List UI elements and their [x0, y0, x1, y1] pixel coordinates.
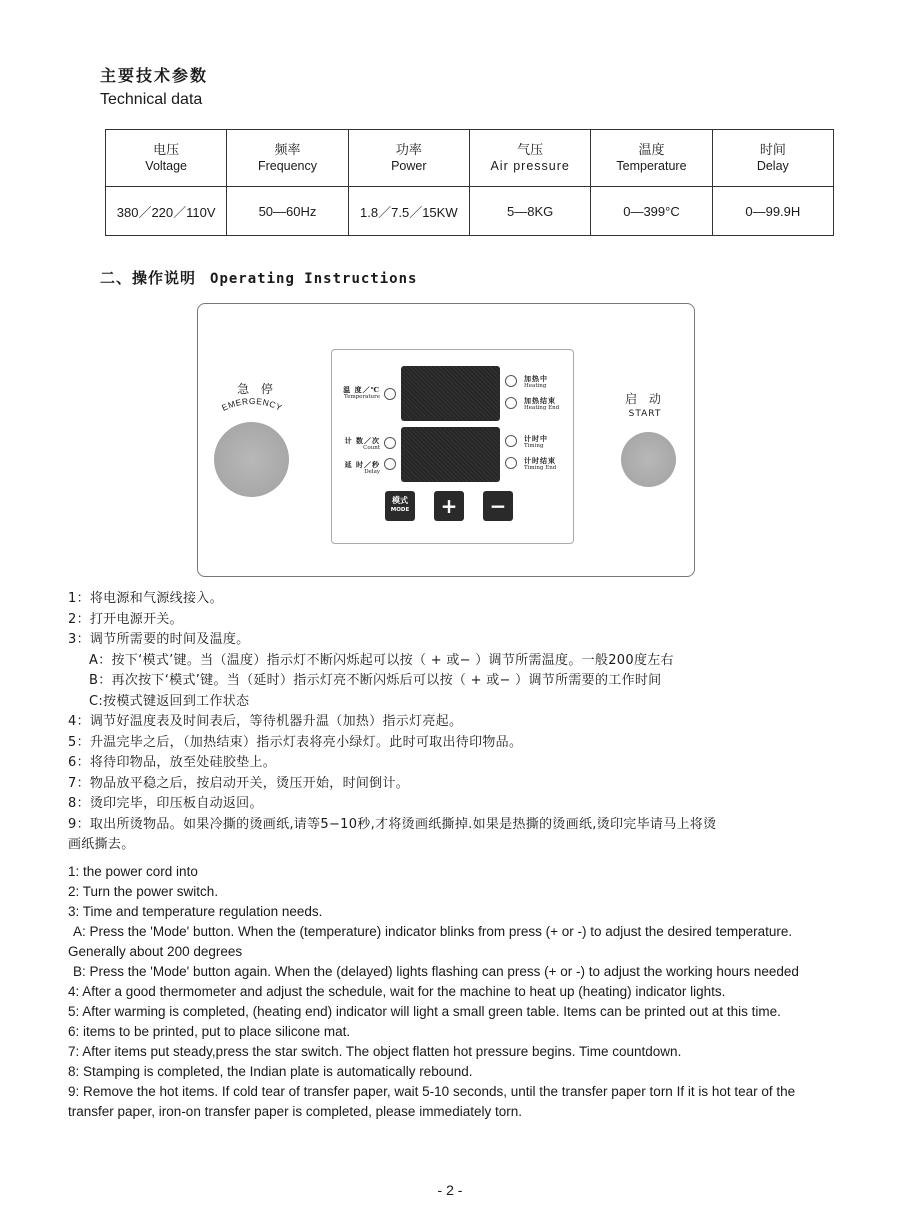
plus-icon: + — [440, 494, 458, 518]
header-frequency — [227, 130, 348, 187]
instruction-cn-item-cont: 画纸撕去。 — [68, 837, 135, 852]
header-en: Delay — [756, 159, 789, 173]
page-number: - 2 - — [437, 1182, 463, 1198]
plus-key[interactable] — [434, 491, 464, 521]
value-air-pressure: 5—8KG — [469, 187, 590, 236]
indicator-timing — [524, 434, 584, 450]
indicator-heating — [524, 374, 584, 390]
instruction-en-item: 2: Turn the power switch. — [68, 884, 219, 899]
indicator-temperature — [320, 385, 380, 401]
timing-led-icon — [505, 435, 517, 447]
indicator-delay — [320, 460, 380, 476]
emergency-text: EMERGENCY — [220, 395, 284, 413]
instruction-cn-item: 8：烫印完毕，印压板自动返回。 — [68, 796, 263, 811]
start-label-cn: 启 动 — [625, 392, 665, 406]
heating-led-icon — [505, 375, 517, 387]
header-en: Temperature — [616, 159, 687, 173]
header-en: Voltage — [145, 159, 188, 173]
indicator-label-cn: 加热中 — [524, 374, 548, 383]
instruction-en-subitem: B: Press the 'Mode' button again. When the (delayed) lights flashing can press (+ or -) to adjust the working hours needed — [73, 964, 799, 979]
timing-end-led-icon — [505, 457, 517, 469]
header-air-pressure — [469, 130, 590, 187]
header-en: Power — [391, 159, 427, 173]
indicator-label-cn: 加热结束 — [524, 396, 556, 405]
emergency-stop-button[interactable] — [214, 422, 289, 497]
start-button[interactable] — [621, 432, 676, 487]
instructions-cn — [68, 589, 716, 856]
indicator-label-en: Timing End — [524, 465, 557, 471]
instruction-cn-item: 1：将电源和气源线接入。 — [68, 591, 223, 606]
header-en: Frequency — [257, 159, 318, 173]
instruction-en-item: 5: After warming is completed, (heating end) indicator will light a small green table. Items can be printed out at this time. — [68, 1004, 781, 1019]
start-label-en: START — [628, 409, 662, 419]
header-temperature — [591, 130, 712, 187]
temperature-display — [401, 366, 500, 421]
table-header-row — [106, 130, 834, 187]
minus-key[interactable] — [483, 491, 513, 521]
delay-led-icon — [384, 458, 396, 470]
instruction-cn-subitem: A：按下‘模式’键。当（温度）指示灯不断闪烁起可以按（ + 或− ）调节所需温度。一般200度左右 — [89, 652, 674, 668]
value-voltage: 380／220／110V — [106, 187, 227, 236]
title-en: Operating Instructions — [210, 271, 418, 287]
indicator-heating-end — [524, 396, 584, 412]
start-label — [615, 390, 675, 419]
value-delay: 0—99.9H — [712, 187, 833, 236]
indicator-label-cn: 计时中 — [524, 434, 548, 443]
header-delay — [712, 130, 833, 187]
section-title-en: Technical data — [100, 91, 203, 108]
indicator-label-en: Temperature — [343, 394, 380, 400]
instruction-cn-item: 2：打开电源开关。 — [68, 611, 183, 627]
technical-data-table — [105, 129, 834, 236]
value-temperature: 0—399°C — [591, 187, 712, 236]
value-power: 1.8／7.5／15KW — [348, 187, 469, 236]
indicator-label-cn: 延 时／秒 — [344, 460, 380, 469]
instruction-cn-item: 6：将待印物品，放至处硅胶垫上。 — [68, 755, 277, 770]
indicator-timing-end — [524, 456, 584, 472]
heating-end-led-icon — [505, 397, 517, 409]
header-cn: 电压 — [153, 142, 180, 157]
indicator-label-en: Timing — [524, 443, 544, 449]
instructions-en — [68, 862, 843, 1122]
count-led-icon — [384, 437, 396, 449]
instruction-cn-item: 7：物品放平稳之后，按启动开关，烫压开始，时间倒计。 — [68, 775, 410, 791]
instruction-en-item: 8: Stamping is completed, the Indian plate is automatically rebound. — [68, 1064, 473, 1079]
instruction-en-item: 9: Remove the hot items. If cold tear of transfer paper, wait 5-10 seconds, until the transfer paper torn If it is hot tear of the transfer paper, iron-on transfer paper is completed, please immediately torn. — [68, 1084, 796, 1119]
instruction-cn-item: 5：升温完毕之后，（加热结束）指示灯表将亮小绿灯。此时可取出待印物品。 — [68, 734, 523, 750]
operating-instructions-title — [100, 267, 417, 288]
section-title-cn: 主要技术参数 — [100, 66, 209, 85]
emergency-label-en — [212, 392, 292, 416]
mode-key-cn: 模式 — [392, 496, 408, 505]
instruction-en-item: 7: After items put steady,press the star switch. The object flatten hot pressure begins. Time countdown. — [68, 1044, 682, 1059]
instruction-cn-item: 4：调节好温度表及时间表后，等待机器升温（加热）指示灯亮起。 — [68, 714, 463, 729]
indicator-label-en: Delay — [364, 469, 380, 475]
svg-text:EMERGENCY — [220, 396, 284, 413]
indicator-label-cn: 计 数／次 — [344, 436, 380, 445]
table-value-row — [106, 187, 834, 236]
header-power — [348, 130, 469, 187]
mode-key[interactable] — [385, 491, 415, 521]
temperature-led-icon — [384, 388, 396, 400]
header-voltage — [106, 130, 227, 187]
instruction-en-subitem: A: Press the 'Mode' button. When the (temperature) indicator blinks from press (+ or -) to adjust the desired temperature. Generally about 200 degrees — [68, 924, 793, 959]
header-en: Air pressure — [490, 159, 570, 173]
indicator-label-cn: 温 度／℃ — [343, 385, 380, 394]
indicator-label-cn: 计时结束 — [524, 456, 556, 465]
indicator-count — [320, 436, 380, 452]
timer-display — [401, 427, 500, 482]
header-cn: 频率 — [274, 142, 301, 157]
instruction-cn-item: 9：取出所烫物品。如果冷撕的烫画纸,请等5−10秒,才将烫画纸撕掉.如果是热撕的烫画纸,烫印完毕请马上将烫 — [68, 816, 717, 832]
instruction-en-item: 1: the power cord into — [68, 864, 198, 879]
instruction-en-item: 4: After a good thermometer and adjust the schedule, wait for the machine to heat up (heating) indicator lights. — [68, 984, 726, 999]
title-cn: 二、操作说明 — [100, 269, 197, 287]
minus-icon: − — [489, 494, 507, 518]
instruction-en-item: 3: Time and temperature regulation needs. — [68, 904, 323, 919]
emergency-label-cn: 急 停 — [237, 382, 277, 396]
header-cn: 时间 — [759, 142, 786, 157]
header-cn: 温度 — [638, 142, 665, 157]
header-cn: 气压 — [517, 142, 544, 157]
mode-key-en: MODE — [390, 507, 410, 513]
indicator-label-en: Heating End — [524, 405, 560, 411]
header-cn: 功率 — [395, 142, 422, 157]
instruction-cn-subitem: B：再次按下‘模式’键。当（延时）指示灯亮不断闪烁后可以按（ + 或− ）调节所需要的工作时间 — [89, 673, 662, 688]
instruction-cn-item: 3：调节所需要的时间及温度。 — [68, 632, 250, 647]
instruction-cn-subitem: C:按模式键返回到工作状态 — [89, 693, 250, 709]
indicator-label-en: Count — [363, 445, 380, 451]
value-frequency: 50—60Hz — [227, 187, 348, 236]
instruction-en-item: 6: items to be printed, put to place silicone mat. — [68, 1024, 351, 1039]
indicator-label-en: Heating — [524, 383, 547, 389]
